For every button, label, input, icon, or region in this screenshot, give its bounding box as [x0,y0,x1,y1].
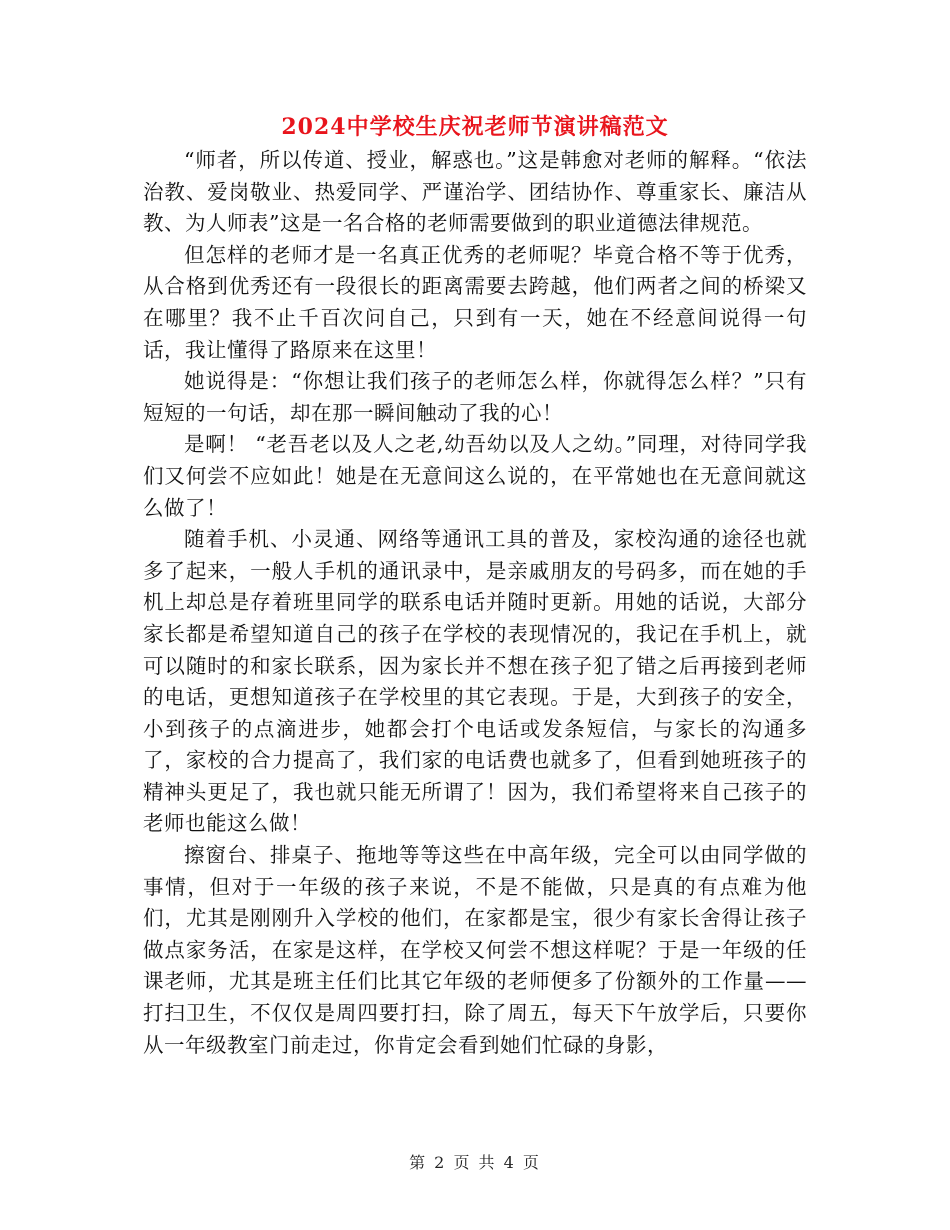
paragraph-5: 随着手机、小灵通、网络等通讯工具的普及，家校沟通的途径也就多了起来，一般人手机的通讯录中，是亲戚朋友的号码多，而在她的手机上却总是存着班里同学的联系电话并随时更新。用她的话说，大部分家长都是希望知道自己的孩子在学校的表现情况的，我记在手机上，就可以随时的和家长联系，因为家长并不想在孩子犯了错之后再接到老师的电话，更想知道孩子在学校里的其它表现。于是，大到孩子的安全，小到孩子的点滴进步，她都会打个电话或发条短信，与家长的沟通多了，家校的合力提高了，我们家的电话费也就多了，但看到她班孩子的精神头更足了，我也就只能无所谓了！因为，我们希望将来自己孩子的老师也能这么做！ [143,527,807,836]
paragraph-1: “师者，所以传道、授业，解惑也。”这是韩愈对老师的解释。“依法治教、爱岗敬业、热爱同学、严谨治学、团结协作、尊重家长、廉洁从教、为人师表”这是一名合格的老师需要做到的职业道德法律规范。 [143,148,807,236]
paragraph-6: 擦窗台、排桌子、拖地等等这些在中高年级，完全可以由同学做的事情，但对于一年级的孩子来说，不是不能做，只是真的有点难为他们，尤其是刚刚升入学校的他们，在家都是宝，很少有家长舍得让孩子做点家务活，在家是这样，在学校又何尝不想这样呢？于是一年级的任课老师，尤其是班主任们比其它年级的老师便多了份额外的工作量——打扫卫生，不仅仅是周四要打扫，除了周五，每天下午放学后，只要你从一年级教室门前走过，你肯定会看到她们忙碌的身影， [143,843,807,1057]
paragraph-2: 但怎样的老师才是一名真正优秀的老师呢？毕竟合格不等于优秀，从合格到优秀还有一段很长的距离需要去跨越，他们两者之间的桥梁又在哪里？我不止千百次问自己，只到有一天，她在不经意间说得一句话，我让懂得了路原来在这里！ [143,242,807,362]
document-body [143,145,807,1061]
page-number-footer: 第 2 页 共 4 页 [409,1153,541,1172]
paragraph-4: 是啊！ “老吾老以及人之老,幼吾幼以及人之幼。”同理，对待同学我们又何尝不应如此！她是在无意间这么说的，在平常她也在无意间就这么做了！ [143,432,807,520]
paragraph-3: 她说得是：“你想让我们孩子的老师怎么样，你就得怎么样？”只有短短的一句话，却在那一瞬间触动了我的心！ [143,369,807,425]
document-title: 2024中学校生庆祝老师节演讲稿范文 [281,114,669,140]
